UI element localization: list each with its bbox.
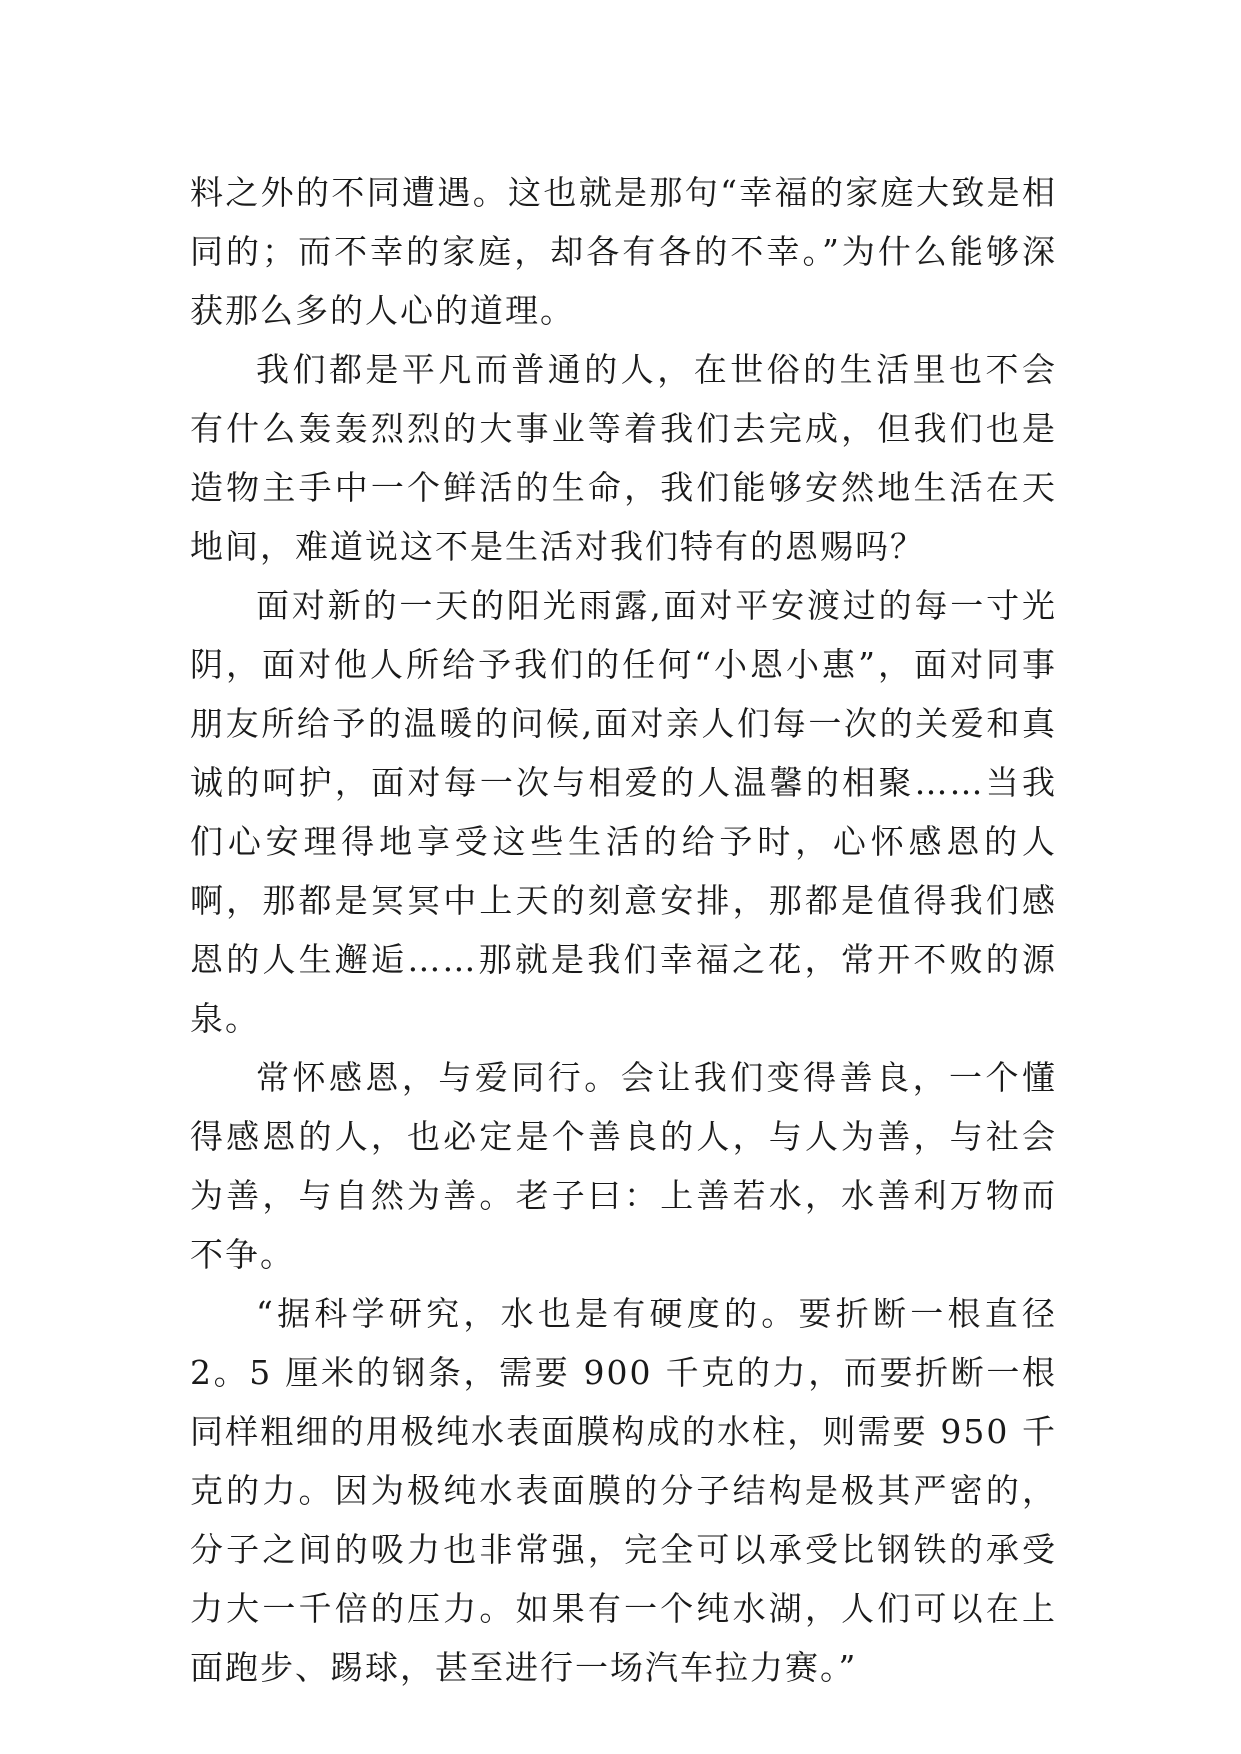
- paragraph-1: 料之外的不同遭遇。这也就是那句“幸福的家庭大致是相同的；而不幸的家庭，却各有各的不幸。”为什么能够深获那么多的人心的道理。: [190, 173, 1057, 330]
- paragraph-2: 我们都是平凡而普通的人，在世俗的生活里也不会有什么轰轰烈烈的大事业等着我们去完成，但我们也是造物主手中一个鲜活的生命，我们能够安然地生活在天地间，难道说这不是生活对我们特有的恩赐吗？: [190, 350, 1057, 566]
- document-body: [190, 163, 1057, 1697]
- paragraph-4: 常怀感恩，与爱同行。会让我们变得善良，一个懂得感恩的人，也必定是个善良的人，与人为善，与社会为善，与自然为善。老子曰：上善若水，水善利万物而不争。: [190, 1058, 1057, 1274]
- paragraph-3: 面对新的一天的阳光雨露,面对平安渡过的每一寸光阴，面对他人所给予我们的任何“小恩小惠”，面对同事朋友所给予的温暖的问候,面对亲人们每一次的关爱和真诚的呵护，面对每一次与相爱的人温馨的相聚……当我们心安理得地享受这些生活的给予时，心怀感恩的人啊，那都是冥冥中上天的刻意安排，那都是值得我们感恩的人生邂逅……那就是我们幸福之花，常开不败的源泉。: [190, 586, 1057, 1038]
- paragraph-5: “据科学研究，水也是有硬度的。要折断一根直径 2。5 厘米的钢条，需要 900 千克的力，而要折断一根同样粗细的用极纯水表面膜构成的水柱，则需要 950 千克的力。因为极纯水表面膜的分子结构是极其严密的，分子之间的吸力也非常强，完全可以承受比钢铁的承受力大一千倍的压力。如果有一个纯水湖，人们可以在上面跑步、踢球，甚至进行一场汽车拉力赛。”: [190, 1294, 1057, 1687]
